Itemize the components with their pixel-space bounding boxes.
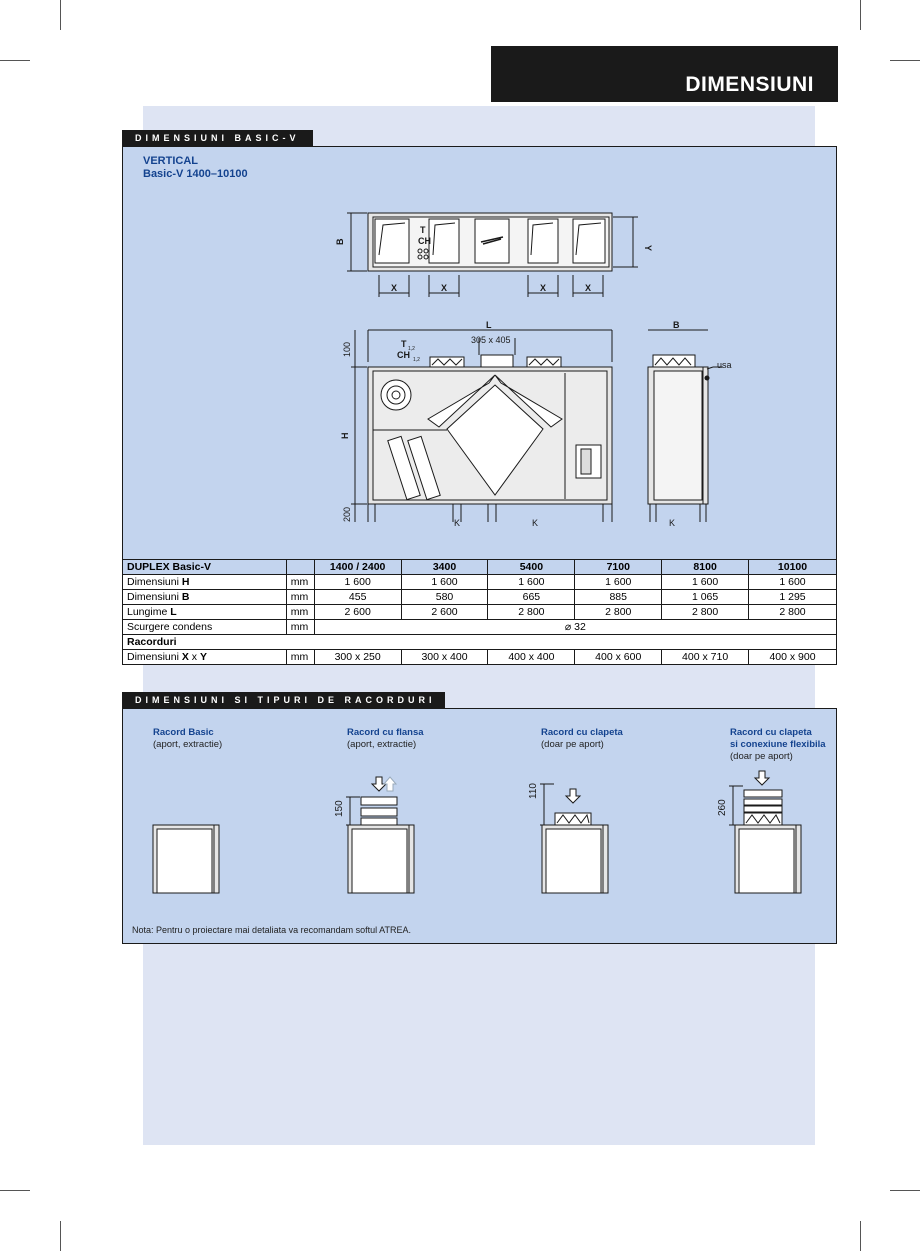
crop-mark <box>0 60 30 61</box>
k-label: K <box>669 518 676 528</box>
table-cell: ⌀ 32 <box>314 620 836 635</box>
ch-sub-label: 1,2 <box>413 357 420 363</box>
ch-front-label: CH <box>397 350 410 360</box>
nota-text: Nota: Pentru o proiectare mai detaliata va recomandam softul ATREA. <box>132 925 411 935</box>
table-header-cell: 8100 <box>662 560 749 575</box>
crop-mark <box>890 60 920 61</box>
section-label-racorduri: DIMENSIUNI SI TIPURI DE RACORDURI <box>122 692 445 708</box>
dim-150-label: 150 <box>334 800 345 817</box>
table-cell: 1 600 <box>575 575 662 590</box>
dim-100-label: 100 <box>342 341 352 357</box>
unit-cell: mm <box>286 575 314 590</box>
dim-x-label: X <box>441 283 448 293</box>
table-cell: 400 x 710 <box>662 650 749 665</box>
table-cell: 2 800 <box>575 605 662 620</box>
table-cell: 2 800 <box>662 605 749 620</box>
table-row <box>123 635 837 650</box>
table-row <box>123 605 837 620</box>
t-sub-label: 1,2 <box>408 346 415 352</box>
door-label: usa <box>717 360 732 370</box>
page-title: DIMENSIUNI <box>685 73 814 96</box>
crop-mark <box>890 1190 920 1191</box>
dim-110-label: 110 <box>528 783 539 799</box>
table-cell: 1 295 <box>749 590 837 605</box>
dim-200-label: 200 <box>342 506 352 522</box>
table-cell: 665 <box>488 590 575 605</box>
table-cell: 300 x 400 <box>401 650 488 665</box>
table-row <box>123 620 837 635</box>
dim-x-label: X <box>540 283 547 293</box>
crop-mark <box>60 1221 61 1251</box>
row-label: Scurgere condens <box>123 620 287 635</box>
racord-clapeta-flex-caption: Racord cu clapeta si conexiune flexibila (doar pe aport) <box>730 727 826 762</box>
k-label: K <box>454 518 461 528</box>
crop-mark <box>0 1190 30 1191</box>
table-cell: 2 600 <box>314 605 401 620</box>
table-header-row <box>123 560 837 575</box>
unit-dimension-drawing <box>123 147 836 559</box>
table-cell: 455 <box>314 590 401 605</box>
dim-h-label: H <box>340 432 350 439</box>
unit-cell: mm <box>286 590 314 605</box>
racorduri-panel <box>122 708 837 944</box>
table-header-cell <box>286 560 314 575</box>
t-front-label: T <box>401 339 407 349</box>
racord-clapeta-caption: Racord cu clapeta (doar pe aport) <box>541 727 623 750</box>
page-title-bar <box>491 46 838 102</box>
table-cell: 1 600 <box>314 575 401 590</box>
table-row <box>123 575 837 590</box>
dim-260-label: 260 <box>717 799 728 816</box>
section-label-basic-v: DIMENSIUNI BASIC-V <box>122 130 313 146</box>
unit-cell: mm <box>286 605 314 620</box>
table-row <box>123 650 837 665</box>
k-label: K <box>532 518 539 528</box>
table-cell: 2 800 <box>488 605 575 620</box>
inlet-size-label: 305 x 405 <box>471 335 511 345</box>
table-cell: 2 600 <box>401 605 488 620</box>
table-cell: 400 x 900 <box>749 650 837 665</box>
table-header-cell: 3400 <box>401 560 488 575</box>
unit-cell: mm <box>286 620 314 635</box>
crop-mark <box>60 0 61 30</box>
vertical-title: VERTICAL <box>143 155 198 167</box>
table-cell: 885 <box>575 590 662 605</box>
t-label: T <box>420 225 426 235</box>
table-cell: 400 x 600 <box>575 650 662 665</box>
dim-b-side-label: B <box>673 320 680 330</box>
row-label: Dimensiuni H <box>123 575 287 590</box>
dim-x-label: X <box>391 283 398 293</box>
dim-b-label: B <box>335 238 345 245</box>
basic-v-panel <box>122 146 837 560</box>
table-row <box>123 590 837 605</box>
row-label: Dimensiuni B <box>123 590 287 605</box>
dim-y-label: Y <box>643 245 653 252</box>
table-header-cell: 7100 <box>575 560 662 575</box>
crop-mark <box>860 1221 861 1251</box>
unit-cell: mm <box>286 650 314 665</box>
table-header-cell: 10100 <box>749 560 837 575</box>
table-header-cell: DUPLEX Basic-V <box>123 560 287 575</box>
table-cell: 300 x 250 <box>314 650 401 665</box>
row-label: Lungime L <box>123 605 287 620</box>
racord-basic-caption: Racord Basic (aport, extractie) <box>153 727 223 750</box>
model-range-title: Basic-V 1400–10100 <box>143 168 248 180</box>
row-label: Racorduri <box>123 635 837 650</box>
table-cell: 400 x 400 <box>488 650 575 665</box>
crop-mark <box>860 0 861 30</box>
table-header-cell: 5400 <box>488 560 575 575</box>
table-header-cell: 1400 / 2400 <box>314 560 401 575</box>
dimensions-table <box>122 559 837 665</box>
table-cell: 1 065 <box>662 590 749 605</box>
table-cell: 1 600 <box>662 575 749 590</box>
dim-x-label: X <box>585 283 592 293</box>
racorduri-drawing <box>123 709 836 943</box>
table-cell: 1 600 <box>401 575 488 590</box>
row-label: Dimensiuni X x Y <box>123 650 287 665</box>
table-cell: 1 600 <box>488 575 575 590</box>
table-cell: 2 800 <box>749 605 837 620</box>
racord-flansa-caption: Racord cu flansa (aport, extractie) <box>347 727 424 750</box>
table-cell: 580 <box>401 590 488 605</box>
table-cell: 1 600 <box>749 575 837 590</box>
ch-label: CH <box>418 236 431 246</box>
dim-l-label: L <box>486 320 492 330</box>
